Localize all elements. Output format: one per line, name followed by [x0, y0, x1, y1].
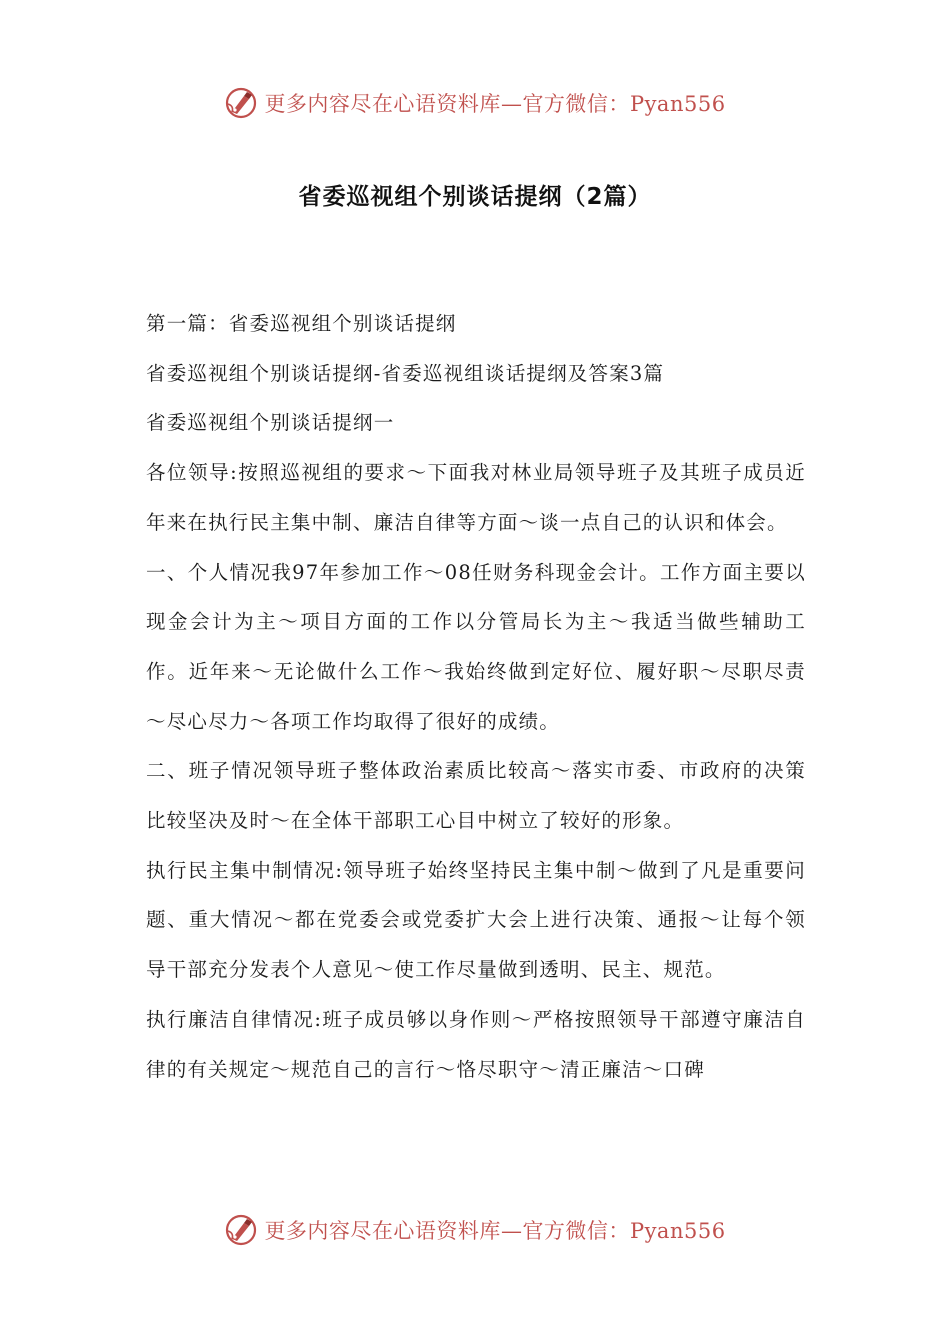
paragraph-1: 第一篇：省委巡视组个别谈话提纲: [146, 312, 457, 335]
paragraph-8: 执行廉洁自律情况:班子成员够以身作则～严格按照领导干部遵守廉洁自律的有关规定～规范自己的言行～恪尽职守～清正廉洁～口碑: [146, 1007, 806, 1081]
paragraph-5: 一、个人情况我97年参加工作～08任财务科现金会计。工作方面主要以现金会计为主～项目方面的工作以分管局长为主～我适当做些辅助工作。近年来～无论做什么工作～我始终做到定好位、履好职～尽职尽责～尽心尽力～各项工作均取得了很好的成绩。: [146, 560, 806, 733]
paragraph-2: 省委巡视组个别谈话提纲-省委巡视组谈话提纲及答案3篇: [146, 361, 665, 385]
banner-wechat-label: 官方微信：: [522, 1219, 630, 1243]
banner-wechat-label: 官方微信：: [522, 92, 630, 116]
paragraph-6: 二、班子情况领导班子整体政治素质比较高～落实市委、市政府的决策比较坚决及时～在全体干部职工心目中树立了较好的形象。: [146, 759, 806, 833]
pen-nib-logo-icon: [224, 86, 258, 120]
banner-text: [264, 1215, 725, 1245]
banner-dash: —: [500, 1219, 523, 1243]
banner-dash: —: [500, 92, 523, 116]
banner-text: [264, 88, 725, 118]
footer-banner: [0, 1210, 950, 1250]
document-title: 省委巡视组个别谈话提纲（2篇）: [298, 184, 652, 210]
document-body: [146, 299, 806, 1094]
paragraph-3: 省委巡视组个别谈话提纲一: [146, 411, 395, 435]
header-banner: [0, 83, 950, 123]
banner-wechat-id: Pyan556: [629, 92, 726, 116]
banner-site-text: 更多内容尽在心语资料库: [264, 92, 501, 116]
paragraph-4: 各位领导:按照巡视组的要求～下面我对林业局领导班子及其班子成员近年来在执行民主集中制、廉洁自律等方面～谈一点自己的认识和体会。: [146, 461, 806, 534]
banner-site-text: 更多内容尽在心语资料库: [264, 1219, 501, 1243]
pen-nib-logo-icon: [224, 1213, 258, 1247]
paragraph-7: 执行民主集中制情况:领导班子始终坚持民主集中制～做到了凡是重要问题、重大情况～都在党委会或党委扩大会上进行决策、通报～让每个领导干部充分发表个人意见～使工作尽量做到透明、民主、规范。: [146, 858, 806, 982]
banner-wechat-id: Pyan556: [629, 1219, 726, 1243]
